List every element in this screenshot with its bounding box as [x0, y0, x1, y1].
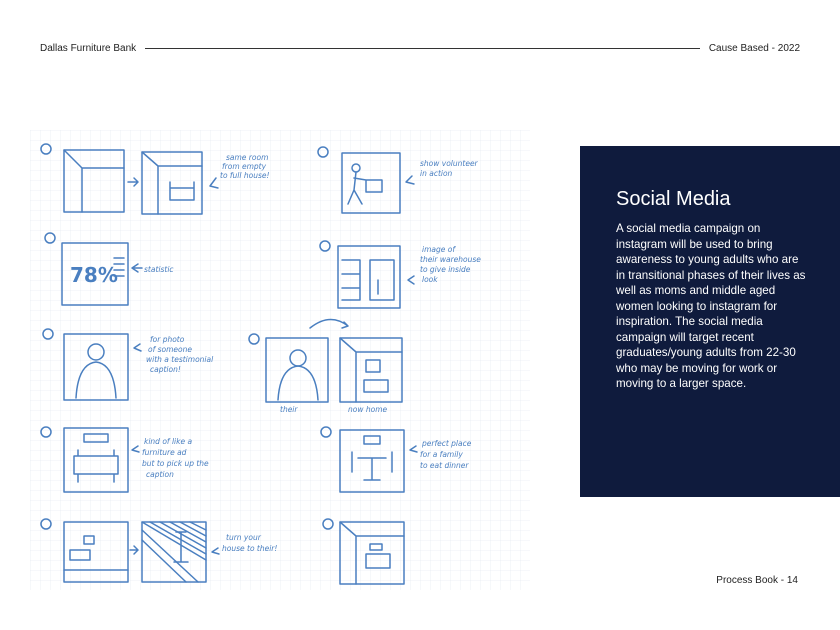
- panel-body: A social media campaign on instagram will be used to bring awareness to young adults who are in transitional phases of their lives as well as moms and middle aged women looking to instagram for inspiration. The social media campaign will target recent graduates/young adults from 22-30 who may be moving for work or moving to a larger space.: [616, 222, 806, 390]
- note-9a: their: [280, 405, 298, 414]
- page-header: [40, 40, 800, 56]
- panel-title: Social Media: [616, 188, 731, 210]
- storyboard-sketch: [30, 130, 530, 590]
- note-6: show volunteer in action: [420, 159, 478, 178]
- stat-value: 78%: [70, 263, 118, 287]
- header-brand: Dallas Furniture Bank: [40, 42, 137, 54]
- note-9b: now home: [348, 405, 388, 414]
- note-7: image of their warehouse to give inside look: [420, 245, 481, 284]
- header-project: Cause Based - 2022: [708, 42, 800, 54]
- sketch-paper-grid: [30, 130, 530, 590]
- social-media-panel: [580, 146, 840, 497]
- page-footer: Process Book - 14: [716, 575, 798, 586]
- note-1: same room from empty to full house!: [220, 153, 270, 180]
- note-3: for photo of someone with a testimonial caption!: [146, 335, 214, 374]
- note-5: turn your house to their!: [222, 533, 278, 553]
- note-8: perfect place for a family to eat dinner: [420, 439, 472, 470]
- header-rule: [145, 48, 700, 49]
- note-2: statistic: [144, 265, 174, 274]
- note-4: kind of like a furniture ad but to pick up the caption: [142, 437, 209, 479]
